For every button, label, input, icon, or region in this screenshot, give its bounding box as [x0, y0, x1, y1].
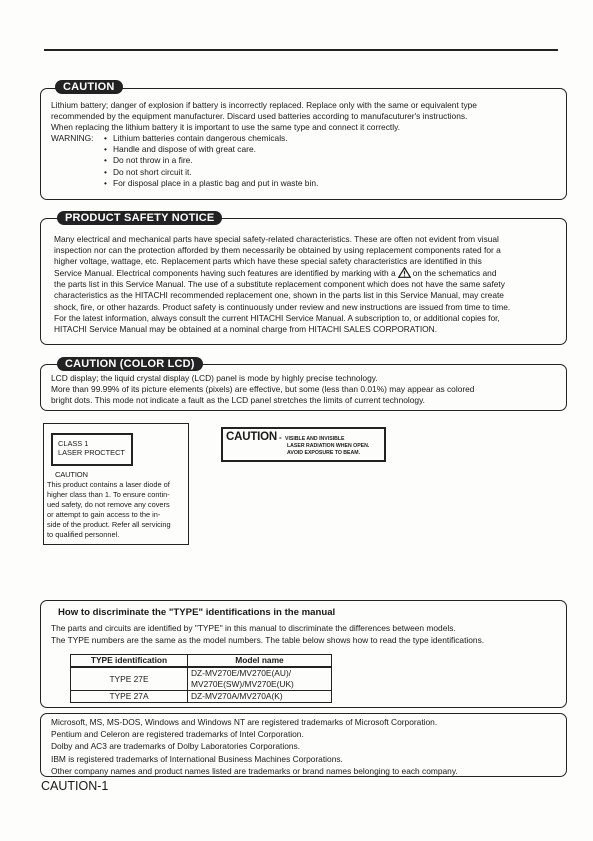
top-rule: [44, 49, 558, 51]
caution-label-line: AVOID EXPOSURE TO BEAM.: [287, 450, 361, 456]
trademark-line: Microsoft, MS, MS-DOS, Windows and Windows NT are registered trademarks of Microsoft Corporation.: [51, 717, 438, 727]
caution-label-word: CAUTION -: [226, 431, 282, 443]
laser-line: higher class than 1. To ensure contin-: [47, 490, 170, 499]
lcd-line: More than 99.99% of its picture elements (pixels) are effective, but some (less than 0.01%) may appear as colored: [51, 384, 475, 395]
safety-line: [54, 267, 566, 279]
class-1-label: [51, 433, 133, 466]
laser-caution-text: [47, 480, 187, 540]
laser-line: This product contains a laser diode of: [47, 480, 170, 489]
type-line: The parts and circuits are identified by "TYPE" in this manual to discriminate the differences between models.: [51, 623, 456, 633]
lcd-title: CAUTION (COLOR LCD): [57, 357, 203, 371]
page-label: CAUTION-1: [41, 779, 109, 793]
lcd-line: LCD display; the liquid crystal display (LCD) panel is mode by highly precise technology.: [51, 373, 378, 383]
class-line: LASER PROCTECT: [58, 448, 125, 457]
safety-title: PRODUCT SAFETY NOTICE: [57, 211, 222, 225]
laser-line: to qualified personnel.: [47, 530, 120, 539]
type-line: The TYPE numbers are the same as the model numbers. The table below shows how to read the type identifications.: [51, 635, 485, 645]
trademark-line: Other company names and product names listed are trademarks or brand names belonging to each company.: [51, 765, 458, 776]
safety-line: the parts list in this Service Manual. The use of a substitute replacement component which does not have the same safety: [54, 279, 505, 290]
type-table: [70, 654, 332, 703]
safety-body: [54, 234, 566, 335]
model-name: MV270E(SW)/MV270E(UK): [191, 679, 294, 689]
laser-line: ued safety, do not remove any covers: [47, 500, 170, 509]
warning-item: • Do not throw in a fire.: [113, 155, 561, 166]
type-description: [51, 622, 484, 646]
caution-line: Lithium battery; danger of explosion if battery is incorrectly replaced. Replace only with the same or equivalent type: [51, 100, 477, 110]
laser-line: side of the product. Refer all servicing: [47, 520, 171, 529]
laser-caution-title: CAUTION: [55, 470, 88, 479]
table-cell: DZ-MV270A/MV270A(K): [188, 691, 332, 703]
trademark-line: IBM is registered trademarks of International Business Machines Corporations.: [51, 753, 343, 764]
caution-label-line: LASER RADIATION WHEN OPEN.: [287, 443, 370, 449]
warning-list: [51, 133, 561, 188]
laser-radiation-label: [221, 427, 386, 462]
lcd-body: [51, 373, 563, 406]
trademark-line: Dolby and AC3 are trademarks of Dolby Laboratories Corporations.: [51, 741, 301, 752]
warning-triangle-icon: [398, 267, 411, 278]
table-header: Model name: [188, 655, 332, 668]
safety-line: For the latest information, always consult the current HITACHI Service Manual. A subscription to, or additional copies for,: [54, 312, 500, 323]
safety-line-suffix: on the schematics and: [412, 268, 497, 279]
table-header: TYPE identification: [71, 655, 188, 668]
warning-item: • Handle and dispose of with great care.: [113, 144, 561, 155]
safety-line: characteristics as the HITACHI recommended replacement one, shown in the parts list in this Service Manual, may create: [54, 290, 504, 301]
safety-line: shock, fire, or other hazards. Product safety is continuously under review and new instructions are issued from time to time.: [54, 301, 511, 312]
caution-line: When replacing the lithium battery it is important to use the same type and connect it correctly.: [51, 122, 400, 133]
safety-line-text: Service Manual. Electrical components having such features are identified by marking with a: [54, 268, 396, 279]
lcd-line: bright dots. This mode not indicate a fault as the LCD panel stretches the limits of current technology.: [51, 395, 425, 406]
table-row: [71, 691, 332, 703]
warning-item: • For disposal place in a plastic bag and put in waste bin.: [113, 178, 561, 189]
laser-caution-box: [43, 423, 189, 545]
type-heading: How to discriminate the "TYPE" identifications in the manual: [58, 607, 336, 618]
laser-line: or attempt to gain access to the in-: [47, 510, 161, 519]
caution-body: [51, 100, 561, 189]
table-cell: TYPE 27A: [71, 691, 188, 703]
table-cell: [188, 667, 332, 691]
warning-item: • Lithium batteries contain dangerous chemicals.: [113, 133, 561, 144]
class-line: CLASS 1: [58, 439, 89, 448]
table-row: [71, 667, 332, 691]
caution-line: recommended by the equipment manufacturer. Discard used batteries according to manufacuturer's instructions.: [51, 111, 468, 122]
table-header-row: [71, 655, 332, 668]
trademark-body: [51, 716, 563, 777]
safety-line: higher voltage, wattage, etc. Replacement parts which have these special safety characteristics are identified in this: [54, 256, 482, 267]
caution-title: CAUTION: [55, 80, 123, 94]
caution-label-line: VISIBLE AND INVISIBLE: [285, 436, 345, 442]
safety-line: Many electrical and mechanical parts have special safety-related characteristics. These are often not evident from visual: [54, 234, 499, 244]
table-cell: TYPE 27E: [71, 667, 188, 691]
model-name: DZ-MV270E/MV270E(AU)/: [191, 668, 292, 678]
safety-line: inspection nor can the protection afforded by them necessarily be obtained by using replacement components rated for a: [54, 245, 501, 256]
safety-line: HITACHI Service Manual may be obtained at a nominal charge from HITACHI SALES CORPORATION.: [54, 323, 438, 334]
warning-label: WARNING:: [51, 133, 94, 144]
warning-item: • Do not short circuit it.: [113, 167, 561, 178]
trademark-line: Pentium and Celeron are registered trademarks of Intel Corporation.: [51, 729, 304, 740]
